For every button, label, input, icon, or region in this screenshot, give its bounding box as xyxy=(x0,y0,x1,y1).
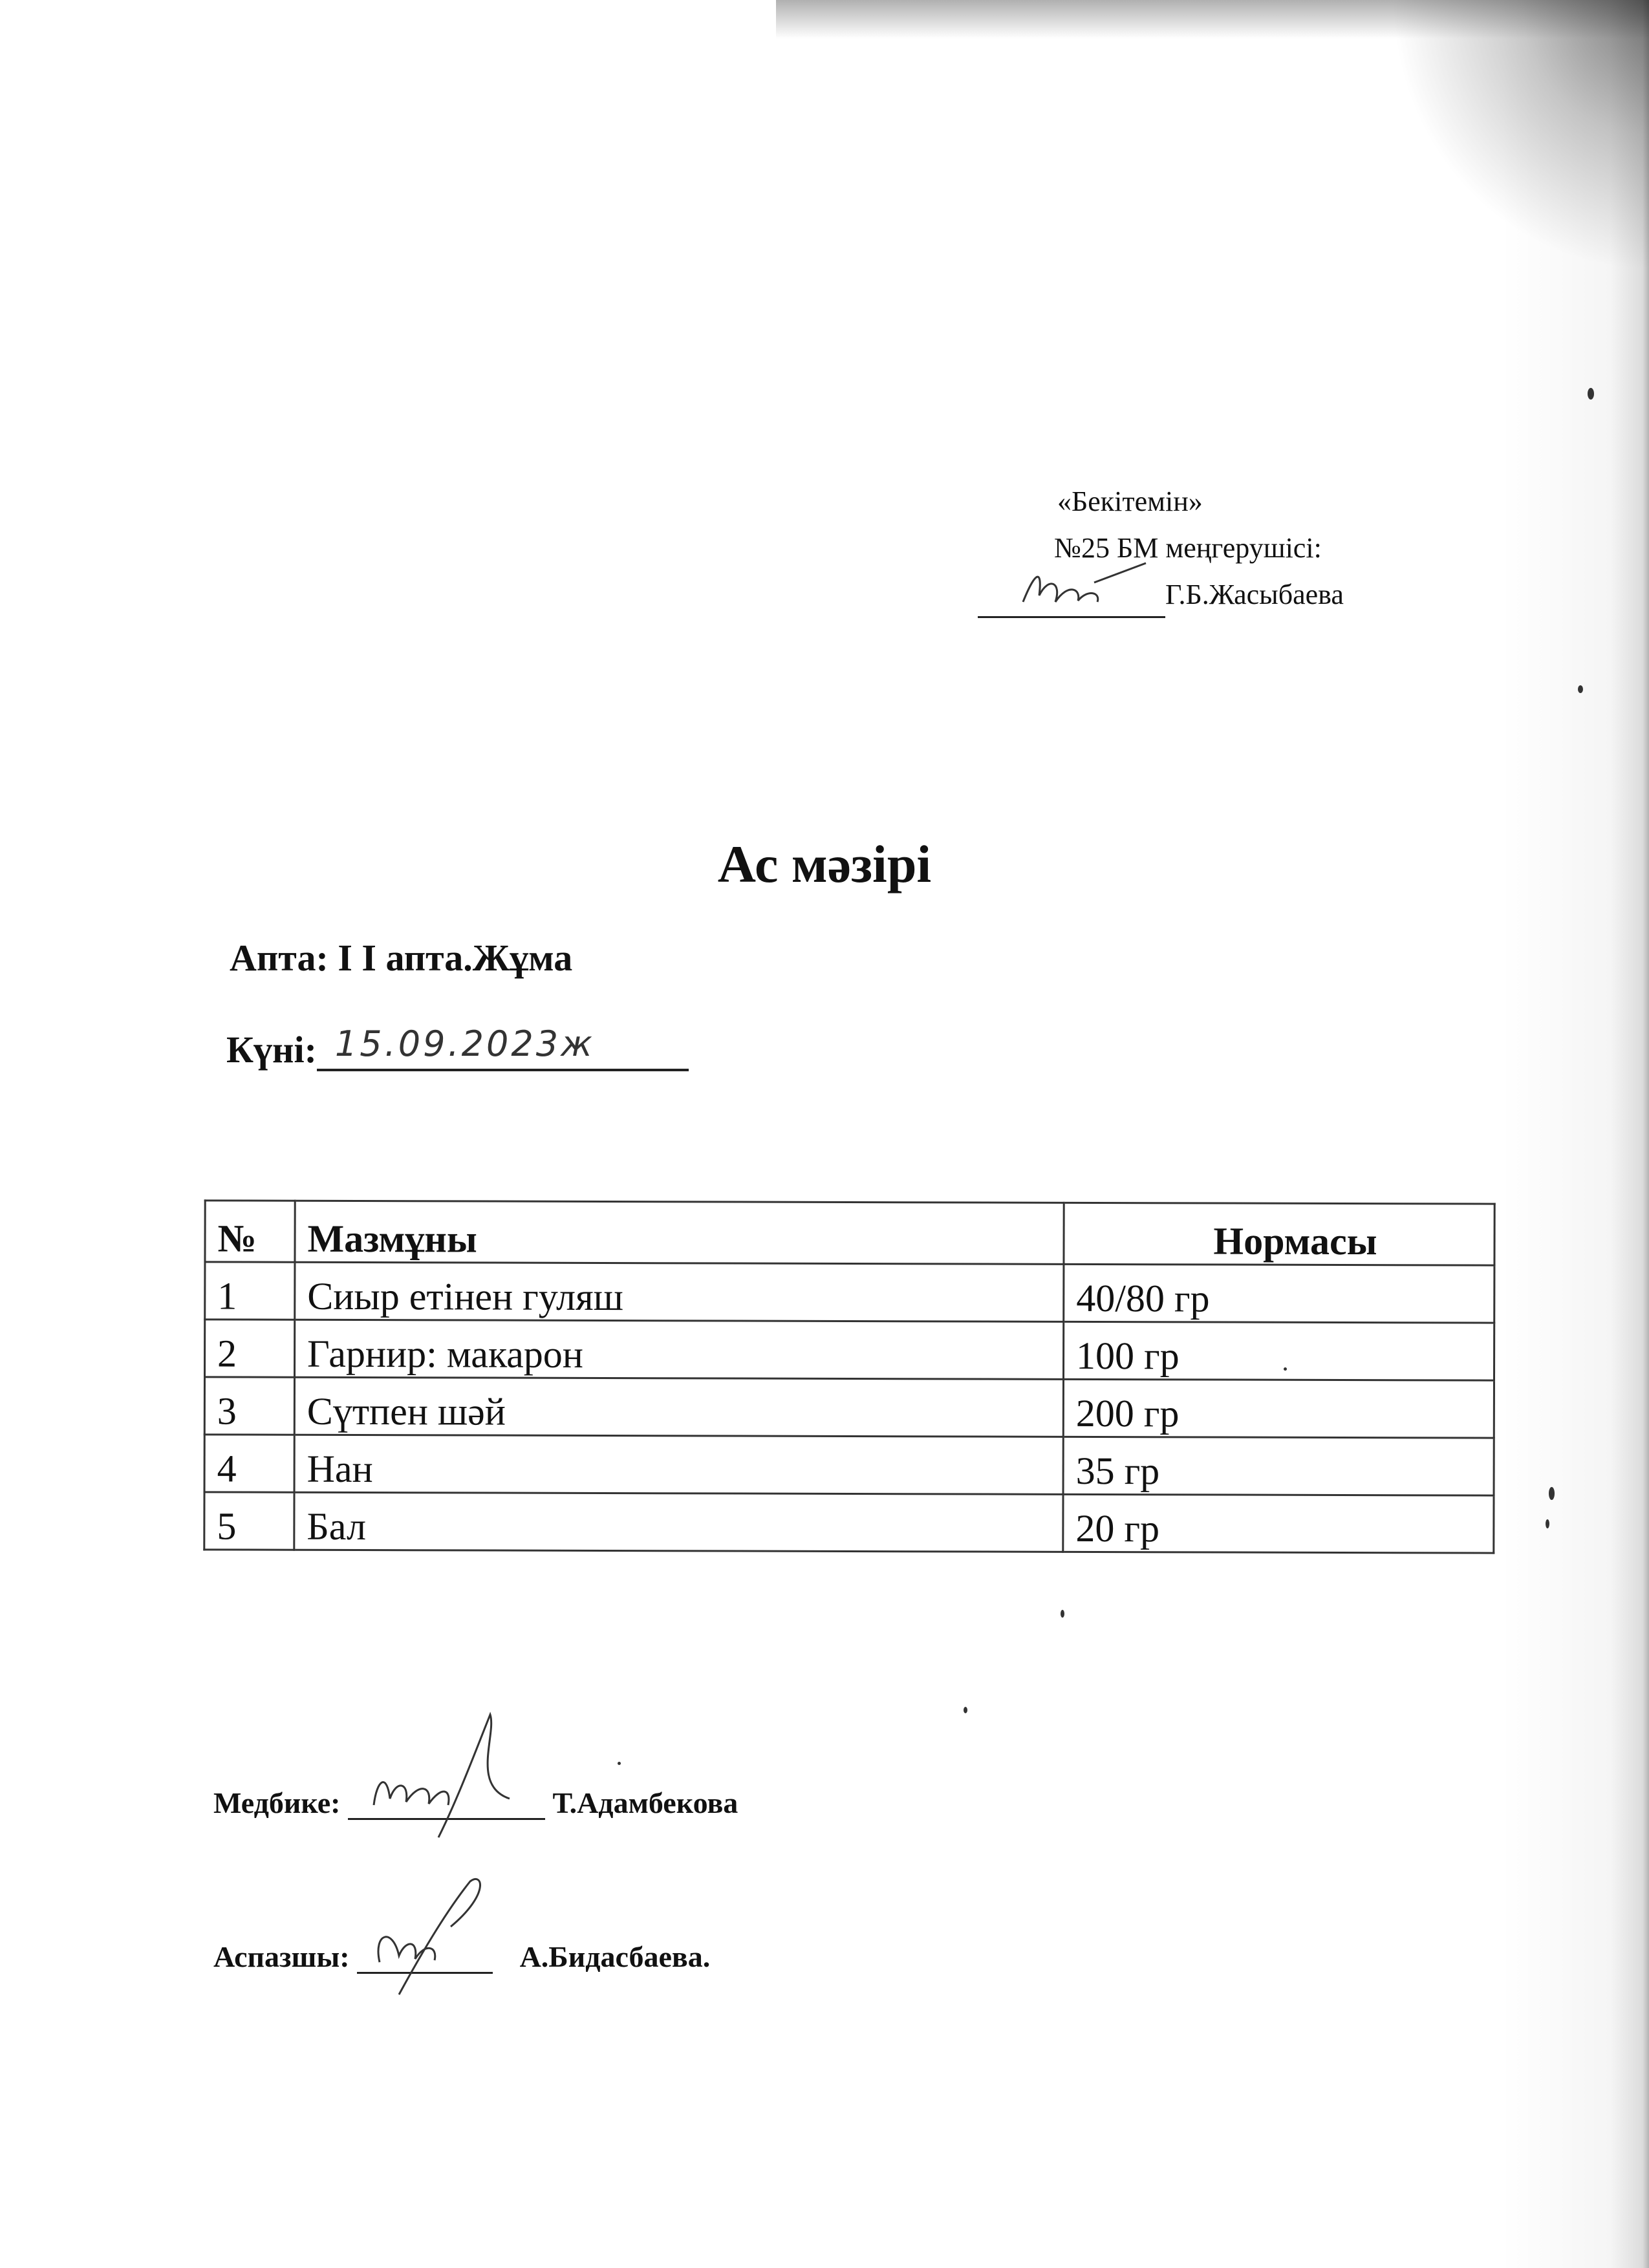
header-norm: Нормасы xyxy=(1064,1203,1494,1265)
date-label: Күні: xyxy=(226,1029,317,1071)
row-norm: 100 гр xyxy=(1063,1321,1494,1380)
cook-signature xyxy=(360,1868,515,1998)
row-norm: 35 гр xyxy=(1063,1437,1494,1495)
row-dish: Гарнир: макарон xyxy=(294,1320,1063,1379)
scan-shadow-right xyxy=(1500,0,1649,2268)
approval-position: №25 БМ меңгерушісі: xyxy=(1054,532,1322,564)
nurse-name: Т.Адамбекова xyxy=(552,1786,738,1819)
table-row xyxy=(205,1262,1494,1323)
date-underline xyxy=(317,1023,689,1071)
nurse-signature xyxy=(361,1708,542,1844)
row-norm: 20 гр xyxy=(1063,1494,1494,1553)
director-name: Г.Б.Жасыбаева xyxy=(1165,579,1344,610)
table-row xyxy=(204,1320,1494,1380)
row-dish: Нан xyxy=(294,1435,1063,1494)
approval-heading: «Бекітемін» xyxy=(1057,486,1203,517)
cook-name: А.Бидасбаева. xyxy=(519,1940,711,1973)
header-number: № xyxy=(205,1201,295,1262)
approval-signature-row xyxy=(978,572,1344,618)
cook-signature-row xyxy=(213,1940,710,1974)
table-header-row xyxy=(205,1201,1494,1265)
nurse-signature-row xyxy=(213,1786,738,1820)
table-row xyxy=(204,1492,1494,1553)
row-number: 5 xyxy=(204,1492,294,1550)
nurse-signature-line xyxy=(348,1786,545,1820)
menu-table xyxy=(203,1199,1495,1554)
date-line xyxy=(226,1023,689,1071)
row-norm: 40/80 гр xyxy=(1064,1264,1494,1323)
row-number: 1 xyxy=(205,1262,295,1320)
date-value: 15.09.2023ж xyxy=(334,1023,595,1064)
director-signature xyxy=(1017,557,1159,615)
row-dish: Сүтпен шәй xyxy=(294,1377,1063,1437)
row-number: 3 xyxy=(204,1377,294,1435)
week-line: Апта: I I апта.Жұма xyxy=(230,937,573,979)
row-number: 2 xyxy=(204,1320,294,1377)
cook-signature-line xyxy=(357,1940,493,1974)
nurse-label: Медбике: xyxy=(213,1786,341,1819)
cook-label: Аспазшы: xyxy=(213,1940,350,1973)
row-norm: 200 гр xyxy=(1063,1379,1494,1438)
row-dish: Бал xyxy=(294,1492,1063,1552)
header-content: Мазмұны xyxy=(295,1201,1064,1264)
table-row xyxy=(204,1377,1494,1438)
page-title: Ас мәзірі xyxy=(717,835,932,893)
table-row xyxy=(204,1435,1494,1495)
row-dish: Сиыр етінен гуляш xyxy=(295,1262,1064,1321)
scan-smudge xyxy=(1390,0,1649,272)
row-number: 4 xyxy=(204,1435,294,1492)
signature-line xyxy=(978,583,1165,618)
